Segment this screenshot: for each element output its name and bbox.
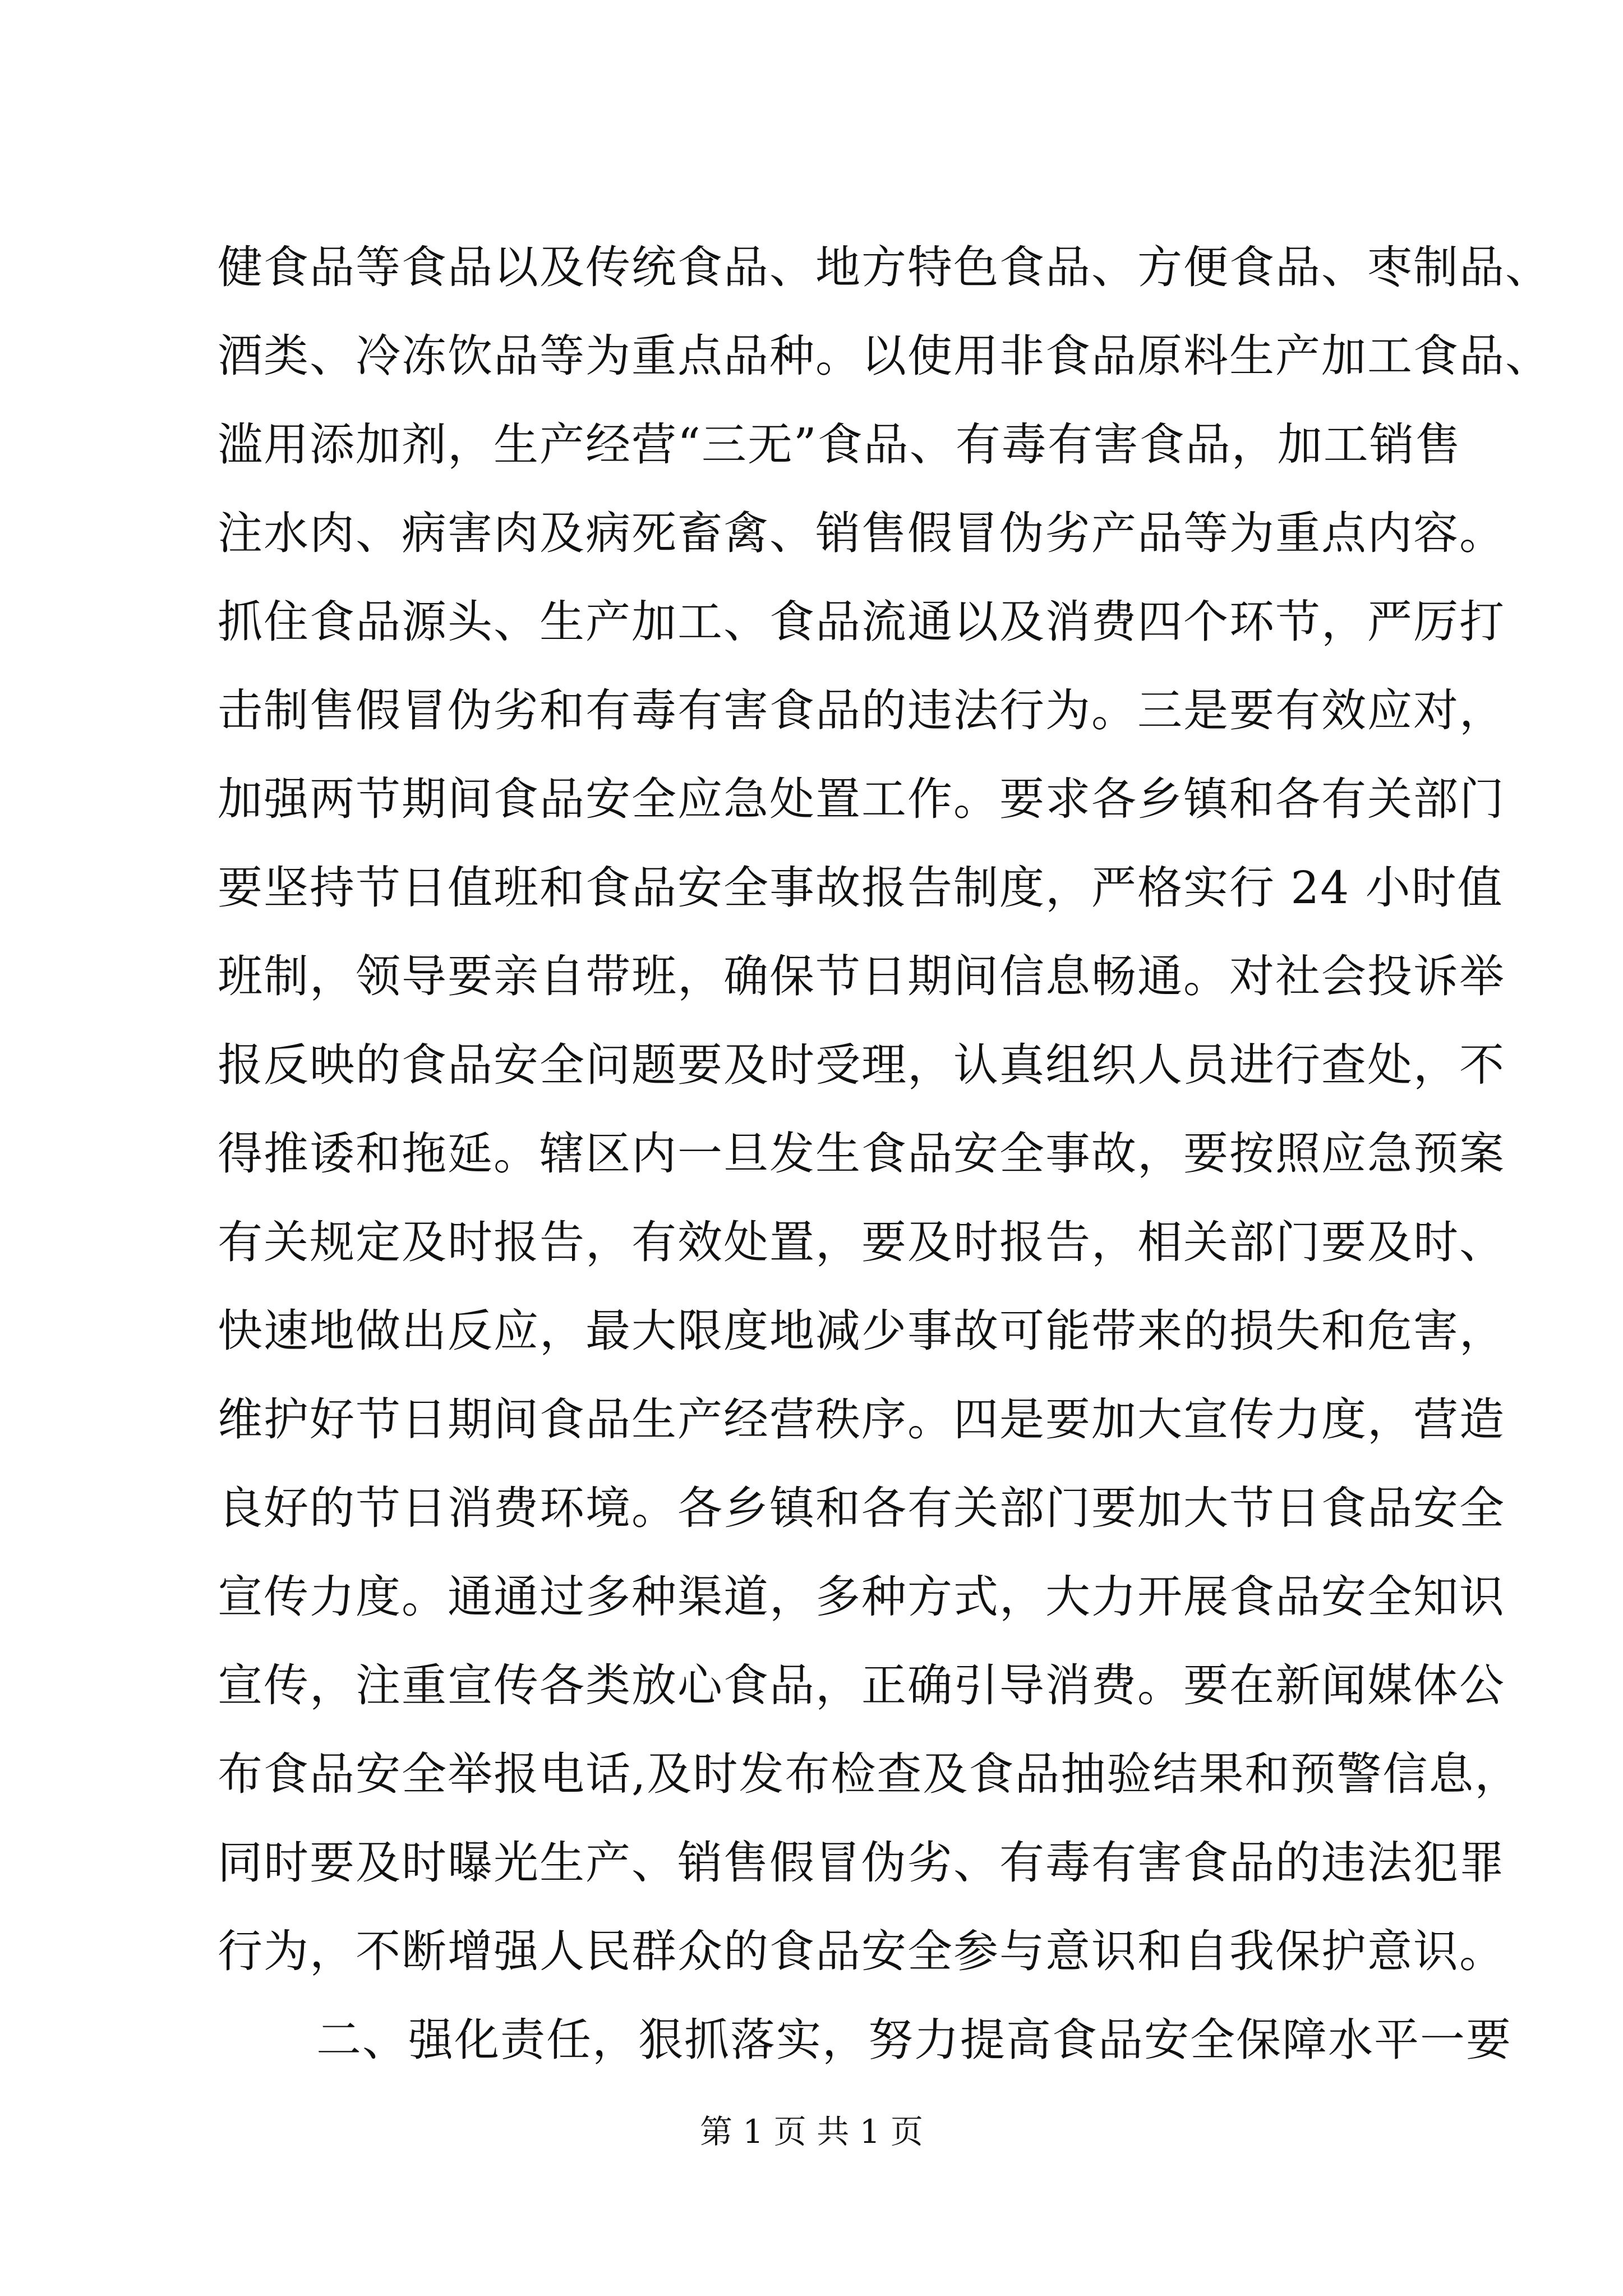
text-line-13: 快速地做出反应，最大限度地减少事故可能带来的损失和危害， (218, 1305, 1505, 1357)
text-line-16: 宣传力度。通通过多种渠道，多种方式，大力开展食品安全知识 (218, 1571, 1505, 1623)
text-line-3: 滥用添加剂，生产经营“三无”食品、有毒有害食品，加工销售 (218, 418, 1461, 471)
text-line-15: 良好的节日消费环境。各乡镇和各有关部门要加大节日食品安全 (218, 1482, 1505, 1534)
text-line-11: 得推诿和拖延。辖区内一旦发生食品安全事故，要按照应急预案 (218, 1128, 1505, 1180)
text-line-18: 布食品安全举报电话,及时发布检查及食品抽验结果和预警信息， (218, 1748, 1521, 1800)
text-line-20: 行为，不断增强人民群众的食品安全参与意识和自我保护意识。 (218, 1925, 1505, 1977)
text-line-8: 要坚持节日值班和食品安全事故报告制度，严格实行 24 小时值 (218, 862, 1504, 914)
text-line-14: 维护好节日期间食品生产经营秩序。四是要加大宣传力度，营造 (218, 1393, 1505, 1446)
text-line-7: 加强两节期间食品安全应急处置工作。要求各乡镇和各有关部门 (218, 773, 1505, 825)
text-line-12: 有关规定及时报告，有效处置，要及时报告，相关部门要及时、 (218, 1216, 1505, 1268)
text-line-2: 酒类、冷冻饮品等为重点品种。以使用非食品原料生产加工食品、 (218, 330, 1551, 382)
page-footer (0, 2109, 1623, 2154)
text-line-6: 击制售假冒伪劣和有毒有害食品的违法行为。三是要有效应对， (218, 684, 1505, 737)
text-line-9: 班制，领导要亲自带班，确保节日期间信息畅通。对社会投诉举 (218, 950, 1505, 1002)
section-heading-line: 二、强化责任，狠抓落实，努力提高食品安全保障水平一要 (316, 2014, 1512, 2066)
text-line-10: 报反映的食品安全问题要及时受理，认真组织人员进行查处，不 (218, 1039, 1505, 1091)
text-line-4: 注水肉、病害肉及病死畜禽、销售假冒伪劣产品等为重点内容。 (218, 507, 1505, 559)
body-text (218, 223, 1551, 2085)
text-line-17: 宣传，注重宣传各类放心食品，正确引导消费。要在新闻媒体公 (218, 1659, 1505, 1711)
text-line-5: 抓住食品源头、生产加工、食品流通以及消费四个环节，严厉打 (218, 596, 1505, 648)
text-line-1: 健食品等食品以及传统食品、地方特色食品、方便食品、枣制品、 (218, 241, 1551, 293)
page-number-label: 第 1 页 共 1 页 (700, 2113, 923, 2151)
text-line-19: 同时要及时曝光生产、销售假冒伪劣、有毒有害食品的违法犯罪 (218, 1837, 1505, 1889)
